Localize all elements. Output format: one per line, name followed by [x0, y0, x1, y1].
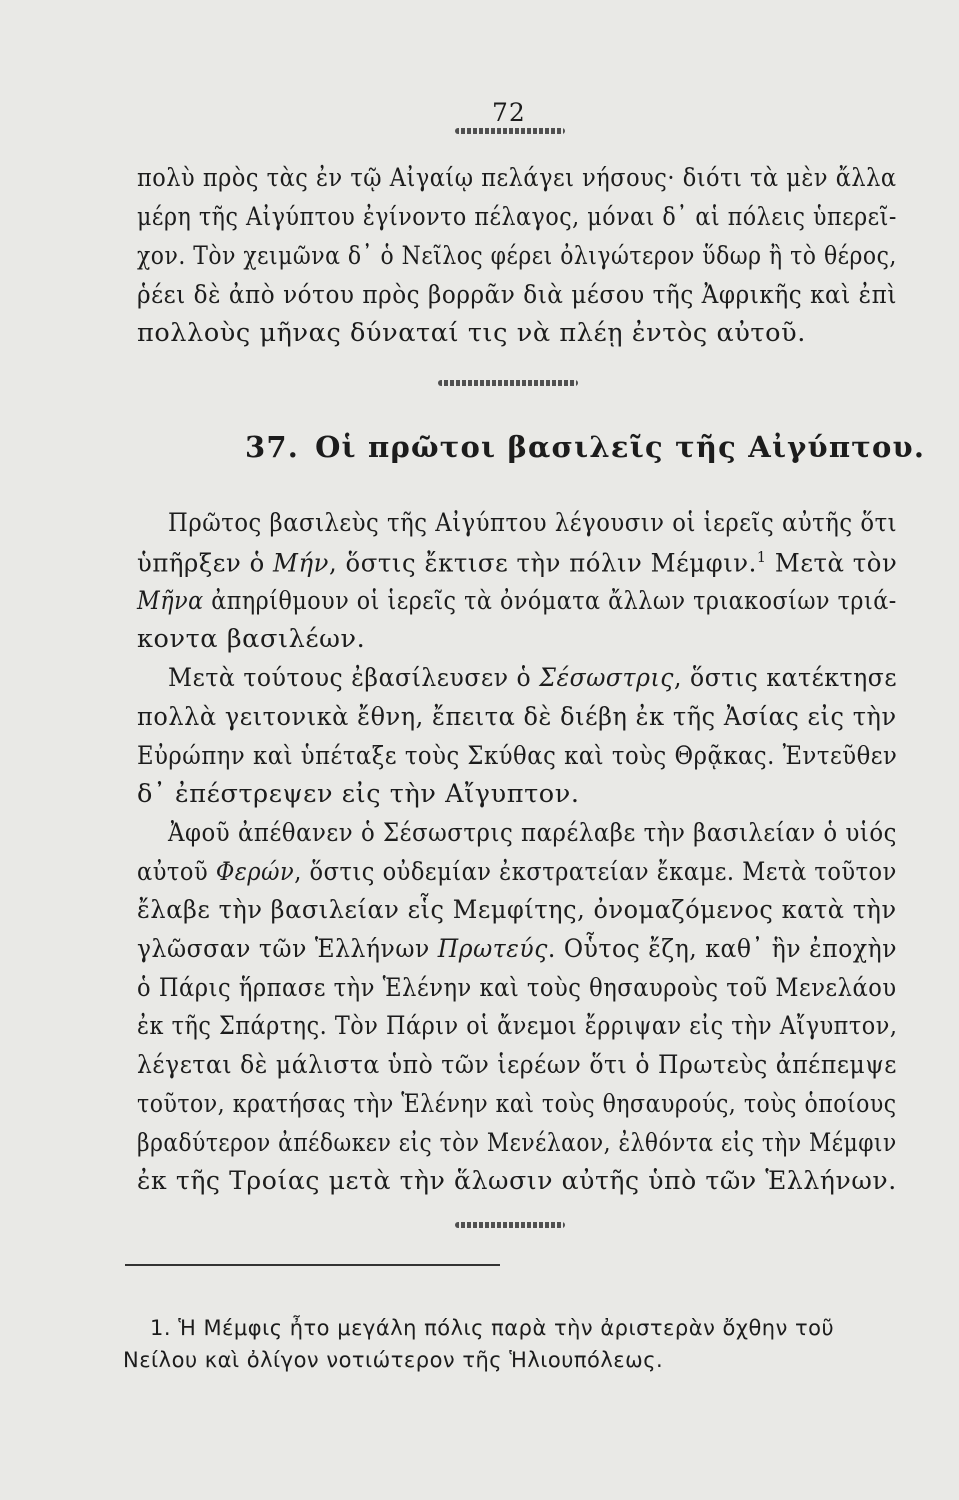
footnote-rule	[125, 1264, 500, 1266]
body-line: ἐκ τῆς Τροίας μετὰ τὴν ἅλωσιν αὐτῆς ὑπὸ τῶν Ἑλλήνων.	[137, 1166, 897, 1196]
body-line: κοντα βασιλέων.	[137, 624, 366, 654]
page-number-ornament	[455, 128, 565, 134]
body-line: λέγεται δὲ μάλιστα ὑπὸ τῶν ἱερέων ὅτι ὁ Πρωτεὺς ἀπέπεμψε	[137, 1050, 898, 1080]
intro-line: πολὺ πρὸς τὰς ἐν τῷ Αἰγαίῳ πελάγει νήσους· διότι τὰ μὲν ἄλλα	[137, 163, 897, 193]
name-sesostris: Σέσωστρις	[539, 663, 674, 693]
body-line: βραδύτερον ἀπέδωκεν εἰς τὸν Μενέλαον, ἐλθόντα εἰς τὴν Μέμφιν	[137, 1128, 897, 1158]
footnote-marker: 1.	[150, 1316, 172, 1340]
body-line: Μετὰ τούτους ἐβασίλευσεν ὁ Σέσωστρις, ὅστις κατέκτησε	[168, 663, 898, 693]
footnote-ref: 1	[756, 548, 767, 566]
body-line: πολλὰ γειτονικὰ ἔθνη, ἔπειτα δὲ διέβη ἐκ τῆς Ἀσίας εἰς τὴν	[137, 702, 897, 732]
section-heading	[245, 430, 926, 464]
section-title: Οἱ πρῶτοι βασιλεῖς τῆς Αἰγύπτου.	[315, 430, 926, 464]
body-line: αὐτοῦ Φερών, ὅστις οὐδεμίαν ἐκστρατείαν ἔκαμε. Μετὰ τοῦτον	[137, 857, 897, 887]
intro-line: χον. Τὸν χειμῶνα δ᾽ ὁ Νεῖλος φέρει ὀλιγώτερον ὕδωρ ἢ τὸ θέρος,	[137, 241, 897, 271]
intro-line: μέρη τῆς Αἰγύπτου ἐγίνοντο πέλαγος, μόναι δ᾽ αἱ πόλεις ὑπερεῖ-	[137, 202, 897, 232]
name-men: Μήν	[273, 548, 329, 579]
body-line: Πρῶτος βασιλεὺς τῆς Αἰγύπτου λέγουσιν οἱ ἱερεῖς αὐτῆς ὅτι	[168, 508, 898, 538]
end-ornament	[455, 1222, 565, 1228]
footnote-line: Νείλου καὶ ὀλίγον νοτιώτερον τῆς Ἡλιουπόλεως.	[123, 1348, 664, 1372]
intro-line: ῥέει δὲ ἀπὸ νότου πρὸς βορρᾶν διὰ μέσου τῆς Ἀφρικῆς καὶ ἐπὶ	[137, 280, 897, 310]
intro-line: πολλοὺς μῆνας δύναταί τις νὰ πλέῃ ἐντὸς αὐτοῦ.	[137, 318, 806, 348]
body-line: τοῦτον, κρατήσας τὴν Ἑλένην καὶ τοὺς θησαυρούς, τοὺς ὁποίους	[137, 1089, 897, 1119]
section-divider-ornament	[438, 380, 578, 386]
body-line: Ἀφοῦ ἀπέθανεν ὁ Σέσωστρις παρέλαβε τὴν βασιλείαν ὁ υἱός	[168, 818, 897, 848]
body-line: ἔλαβε τὴν βασιλείαν εἷς Μεμφίτης, ὀνομαζόμενος κατὰ τὴν	[137, 895, 897, 925]
name-proteus: Πρωτεύς	[437, 934, 548, 964]
body-line: Εὐρώπην καὶ ὑπέταξε τοὺς Σκύθας καὶ τοὺς Θρᾷκας. Ἐντεῦθεν	[137, 741, 898, 771]
section-number: 37.	[245, 430, 300, 464]
name-feron: Φερών	[215, 857, 295, 887]
body-line: ἐκ τῆς Σπάρτης. Τὸν Πάριν οἱ ἄνεμοι ἔρριψαν εἰς τὴν Αἴγυπτον,	[137, 1011, 898, 1041]
body-line: ὁ Πάρις ἥρπασε τὴν Ἑλένην καὶ τοὺς θησαυροὺς τοῦ Μενελάου	[137, 973, 897, 1003]
body-line: Μῆνα ἀπηρίθμουν οἱ ἱερεῖς τὰ ὀνόματα ἄλλων τριακοσίων τριά-	[137, 586, 897, 616]
footnote-line: 1. Ἡ Μέμφις ἦτο μεγάλη πόλις παρὰ τὴν ἀριστερὰν ὄχθην τοῦ	[150, 1316, 835, 1340]
body-line: ὑπῆρξεν ὁ Μήν, ὅστις ἔκτισε τὴν πόλιν Μέμφιν.$^1$ Μετὰ τὸν	[137, 548, 898, 579]
page-number: 72	[492, 98, 526, 127]
body-line: δ᾽ ἐπέστρεψεν εἰς τὴν Αἴγυπτον.	[137, 779, 580, 809]
body-line: γλῶσσαν τῶν Ἑλλήνων Πρωτεύς. Οὗτος ἔζη, καθ᾽ ἣν ἐποχὴν	[137, 934, 898, 964]
name-mena: Μῆνα	[137, 586, 204, 616]
